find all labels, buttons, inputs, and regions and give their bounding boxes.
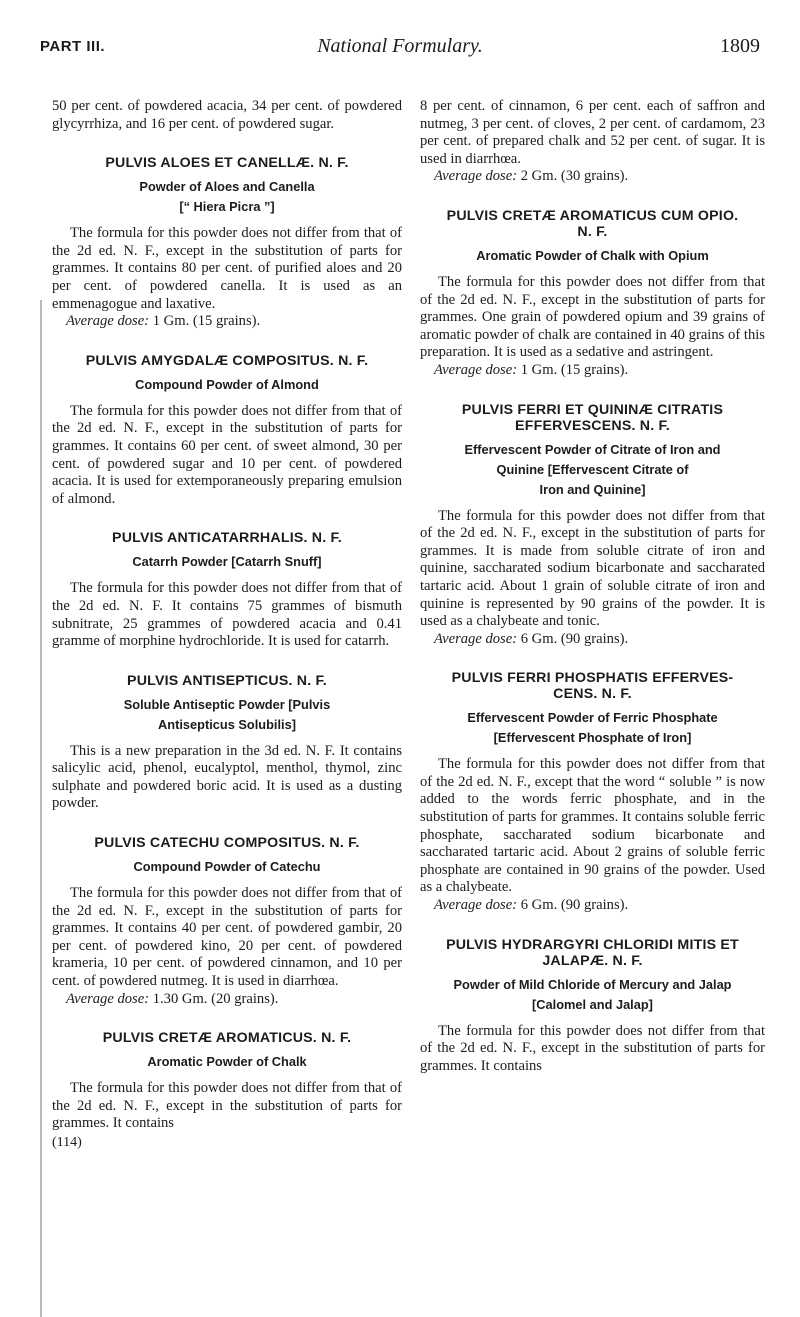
entry-body: The formula for this powder does not differ from that of the 2d ed. N. F. It contains 75 grammes of bismuth subnitrate, 25 grammes of powdered acacia and 0.41 gramme of morphine hydrochloride. It is used for catarrh. — [52, 580, 402, 650]
entry-title — [420, 670, 765, 702]
entry-title: PULVIS CATECHU COMPOSITUS. N. F. — [94, 835, 360, 852]
entry-subtitle — [420, 975, 765, 1015]
running-title: National Formulary. — [317, 35, 483, 57]
entry-anticatarrhalis — [52, 530, 402, 650]
title-line: PULVIS HYDRARGYRI CHLORIDI MITIS ET — [446, 936, 739, 953]
entry-title: PULVIS AMYGDALÆ COMPOSITUS. N. F. — [85, 352, 369, 369]
subtitle-line: Powder of Aloes and Canella — [139, 179, 315, 195]
subtitle-line: Soluble Antiseptic Powder [Pulvis — [123, 696, 331, 712]
title-line: PULVIS FERRI ET QUININÆ CITRATIS — [461, 401, 724, 418]
entry-title: PULVIS ALOES ET CANELLÆ. N. F. — [105, 155, 349, 172]
subtitle-line: Quinine [Effervescent Citrate of — [496, 461, 689, 477]
right-column — [420, 98, 765, 1075]
subtitle-line: Aromatic Powder of Chalk with Opium — [476, 247, 709, 263]
dose-label: Average dose: — [434, 630, 518, 647]
entry-title: PULVIS ANTISEPTICUS. N. F. — [127, 672, 327, 689]
subtitle-line: Powder of Mild Chloride of Mercury and Jalap — [453, 976, 732, 992]
subtitle-line: Compound Powder of Almond — [135, 376, 319, 392]
dose-label: Average dose: — [434, 897, 518, 914]
dose-label: Average dose: — [66, 313, 150, 330]
subtitle-line: Antisepticus Solubilis] — [158, 716, 296, 732]
page-footer-number: (114) — [52, 1135, 82, 1150]
entry-ferri-quininae — [420, 402, 765, 649]
running-header — [40, 35, 760, 64]
dose-label: Average dose: — [434, 168, 518, 185]
entry-body: The formula for this powder does not differ from that of the 2d ed. N. F., except in the substitution of parts for grammes. It contains — [52, 1080, 402, 1132]
dose-value: 1.30 Gm. (20 grains). — [149, 990, 279, 1007]
average-dose — [66, 991, 402, 1009]
entry-subtitle — [52, 552, 402, 572]
dose-value: 6 Gm. (90 grains). — [517, 897, 629, 914]
subtitle-line: [Effervescent Phosphate of Iron] — [493, 730, 692, 746]
part-label: PART III. — [40, 38, 106, 55]
title-line: CENS. N. F. — [553, 686, 632, 703]
entry-subtitle — [52, 695, 402, 735]
title-line: PULVIS CRETÆ AROMATICUS CUM OPIO. — [446, 207, 739, 224]
entry-title — [420, 208, 765, 240]
average-dose — [434, 168, 765, 186]
entry-catechu — [52, 835, 402, 1008]
subtitle-line: [“ Hiera Picra ”] — [179, 199, 275, 215]
entry-body: The formula for this powder does not differ from that of the 2d ed. N. F., except in the substitution of parts for grammes. It contains — [420, 1022, 765, 1074]
entry-subtitle — [420, 440, 765, 500]
entry-body: The formula for this powder does not differ from that of the 2d ed. N. F., except in the substitution of parts for grammes. One grain of powdered opium and 39 grains of aromatic powder of chalk are contained in 40 grains of this preparation. It is used as a sedative and astringent. — [420, 273, 765, 361]
title-line: N. F. — [577, 223, 608, 240]
entry-body: The formula for this powder does not differ from that of the 2d ed. N. F., except in the substitution of parts for grammes. It contains 40 per cent. of powdered gambir, 20 per cent. of powdered kino, 20 per cent. of powdered krameria, 10 per cent. of powdered cinnamon, and 10 per cent. of powdered nutmeg. It is used in diarrhœa. — [52, 885, 402, 990]
subtitle-line: Iron and Quinine] — [539, 481, 646, 497]
entry-ferri-phosphatis — [420, 670, 765, 914]
entry-hydrargyri — [420, 937, 765, 1076]
entry-subtitle — [420, 708, 765, 748]
entry-body: The formula for this powder does not differ from that of the 2d ed. N. F., except that the word “ soluble ” is now added to the words ferric phosphate, and in the substitution of parts for grammes. It contains soluble ferric phosphate, saccharated sodium bicarbonate and saccharated tartaric acid. About 2 grains of soluble ferric phosphate are contained in 90 grains of the powder. Used as a chalybeate. — [420, 756, 765, 896]
dose-value: 2 Gm. (30 grains). — [517, 168, 629, 185]
subtitle-line: [Calomel and Jalap] — [532, 996, 653, 1012]
entry-title — [420, 402, 765, 434]
subtitle-line: Effervescent Powder of Ferric Phosphate — [467, 710, 718, 726]
entry-aloes — [52, 155, 402, 331]
entry-title — [420, 937, 765, 969]
left-column — [52, 98, 402, 1151]
entry-cretae-cum-opio — [420, 208, 765, 380]
entry-title: PULVIS ANTICATARRHALIS. N. F. — [112, 530, 342, 547]
continued-paragraph: 8 per cent. of cinnamon, 6 per cent. each of saffron and nutmeg, 3 per cent. of cloves, 2 per cent. of cardamom, 23 per cent. of prepared chalk and 52 per cent. of sugar. It is used in diarrhœa. — [420, 98, 765, 167]
dose-label: Average dose: — [66, 990, 150, 1007]
entry-subtitle — [420, 246, 765, 266]
subtitle-line: Aromatic Powder of Chalk — [147, 1054, 307, 1070]
title-line: JALAPÆ. N. F. — [542, 952, 643, 969]
entry-antisepticus — [52, 673, 402, 813]
subtitle-line: Effervescent Powder of Citrate of Iron and — [464, 441, 721, 457]
entry-subtitle — [52, 857, 402, 877]
continued-paragraph: 50 per cent. of powdered acacia, 34 per cent. of powdered glycyrrhiza, and 16 per cent. of powdered sugar. — [52, 98, 402, 132]
entry-body: This is a new preparation in the 3d ed. N. F. It contains salicylic acid, phenol, eucalyptol, menthol, thymol, zinc sulphate and powdered boric acid. It is used as a dusting powder. — [52, 742, 402, 812]
entry-title: PULVIS CRETÆ AROMATICUS. N. F. — [102, 1030, 352, 1047]
subtitle-line: Compound Powder of Catechu — [133, 859, 321, 875]
average-dose — [434, 362, 765, 380]
entry-body: The formula for this powder does not differ from that of the 2d ed. N. F., except in the substitution of parts for grammes. It contains 80 per cent. of purified aloes and 20 per cent. of powdered canella. It is used as an emmenagogue and laxative. — [52, 225, 402, 312]
entry-subtitle — [52, 1052, 402, 1072]
dose-value: 1 Gm. (15 grains). — [517, 361, 629, 378]
dose-label: Average dose: — [434, 361, 518, 378]
title-line: EFFERVESCENS. N. F. — [515, 417, 670, 434]
entry-subtitle — [52, 375, 402, 395]
entry-amygdalae — [52, 353, 402, 509]
page-edge-shadow — [40, 300, 42, 1317]
entry-cretae-aromaticus — [52, 1030, 402, 1133]
entry-body: The formula for this powder does not differ from that of the 2d ed. N. F., except in the substitution of parts for grammes. It is made from soluble citrate of iron and quinine, saccharated sodium bicarbonate and saccharated tartaric acid. About 1 grain of soluble citrate of iron and quinine is represented by 90 grains of the powder. It is used as a chalybeate and tonic. — [420, 507, 765, 630]
entry-subtitle — [52, 177, 402, 217]
average-dose — [434, 897, 765, 915]
title-line: PULVIS FERRI PHOSPHATIS EFFERVES- — [451, 670, 734, 687]
average-dose — [66, 313, 402, 331]
subtitle-line: Catarrh Powder [Catarrh Snuff] — [132, 554, 322, 570]
average-dose — [434, 631, 765, 649]
page-number: 1809 — [720, 35, 760, 57]
dose-value: 6 Gm. (90 grains). — [517, 630, 629, 647]
dose-value: 1 Gm. (15 grains). — [149, 313, 261, 330]
entry-body: The formula for this powder does not differ from that of the 2d ed. N. F., except in the substitution of parts for grammes. It contains 60 per cent. of sweet almond, 30 per cent. of powdered sugar and 10 per cent. of powdered acacia. It is used for extemporaneously preparing emulsion of almond. — [52, 402, 402, 507]
